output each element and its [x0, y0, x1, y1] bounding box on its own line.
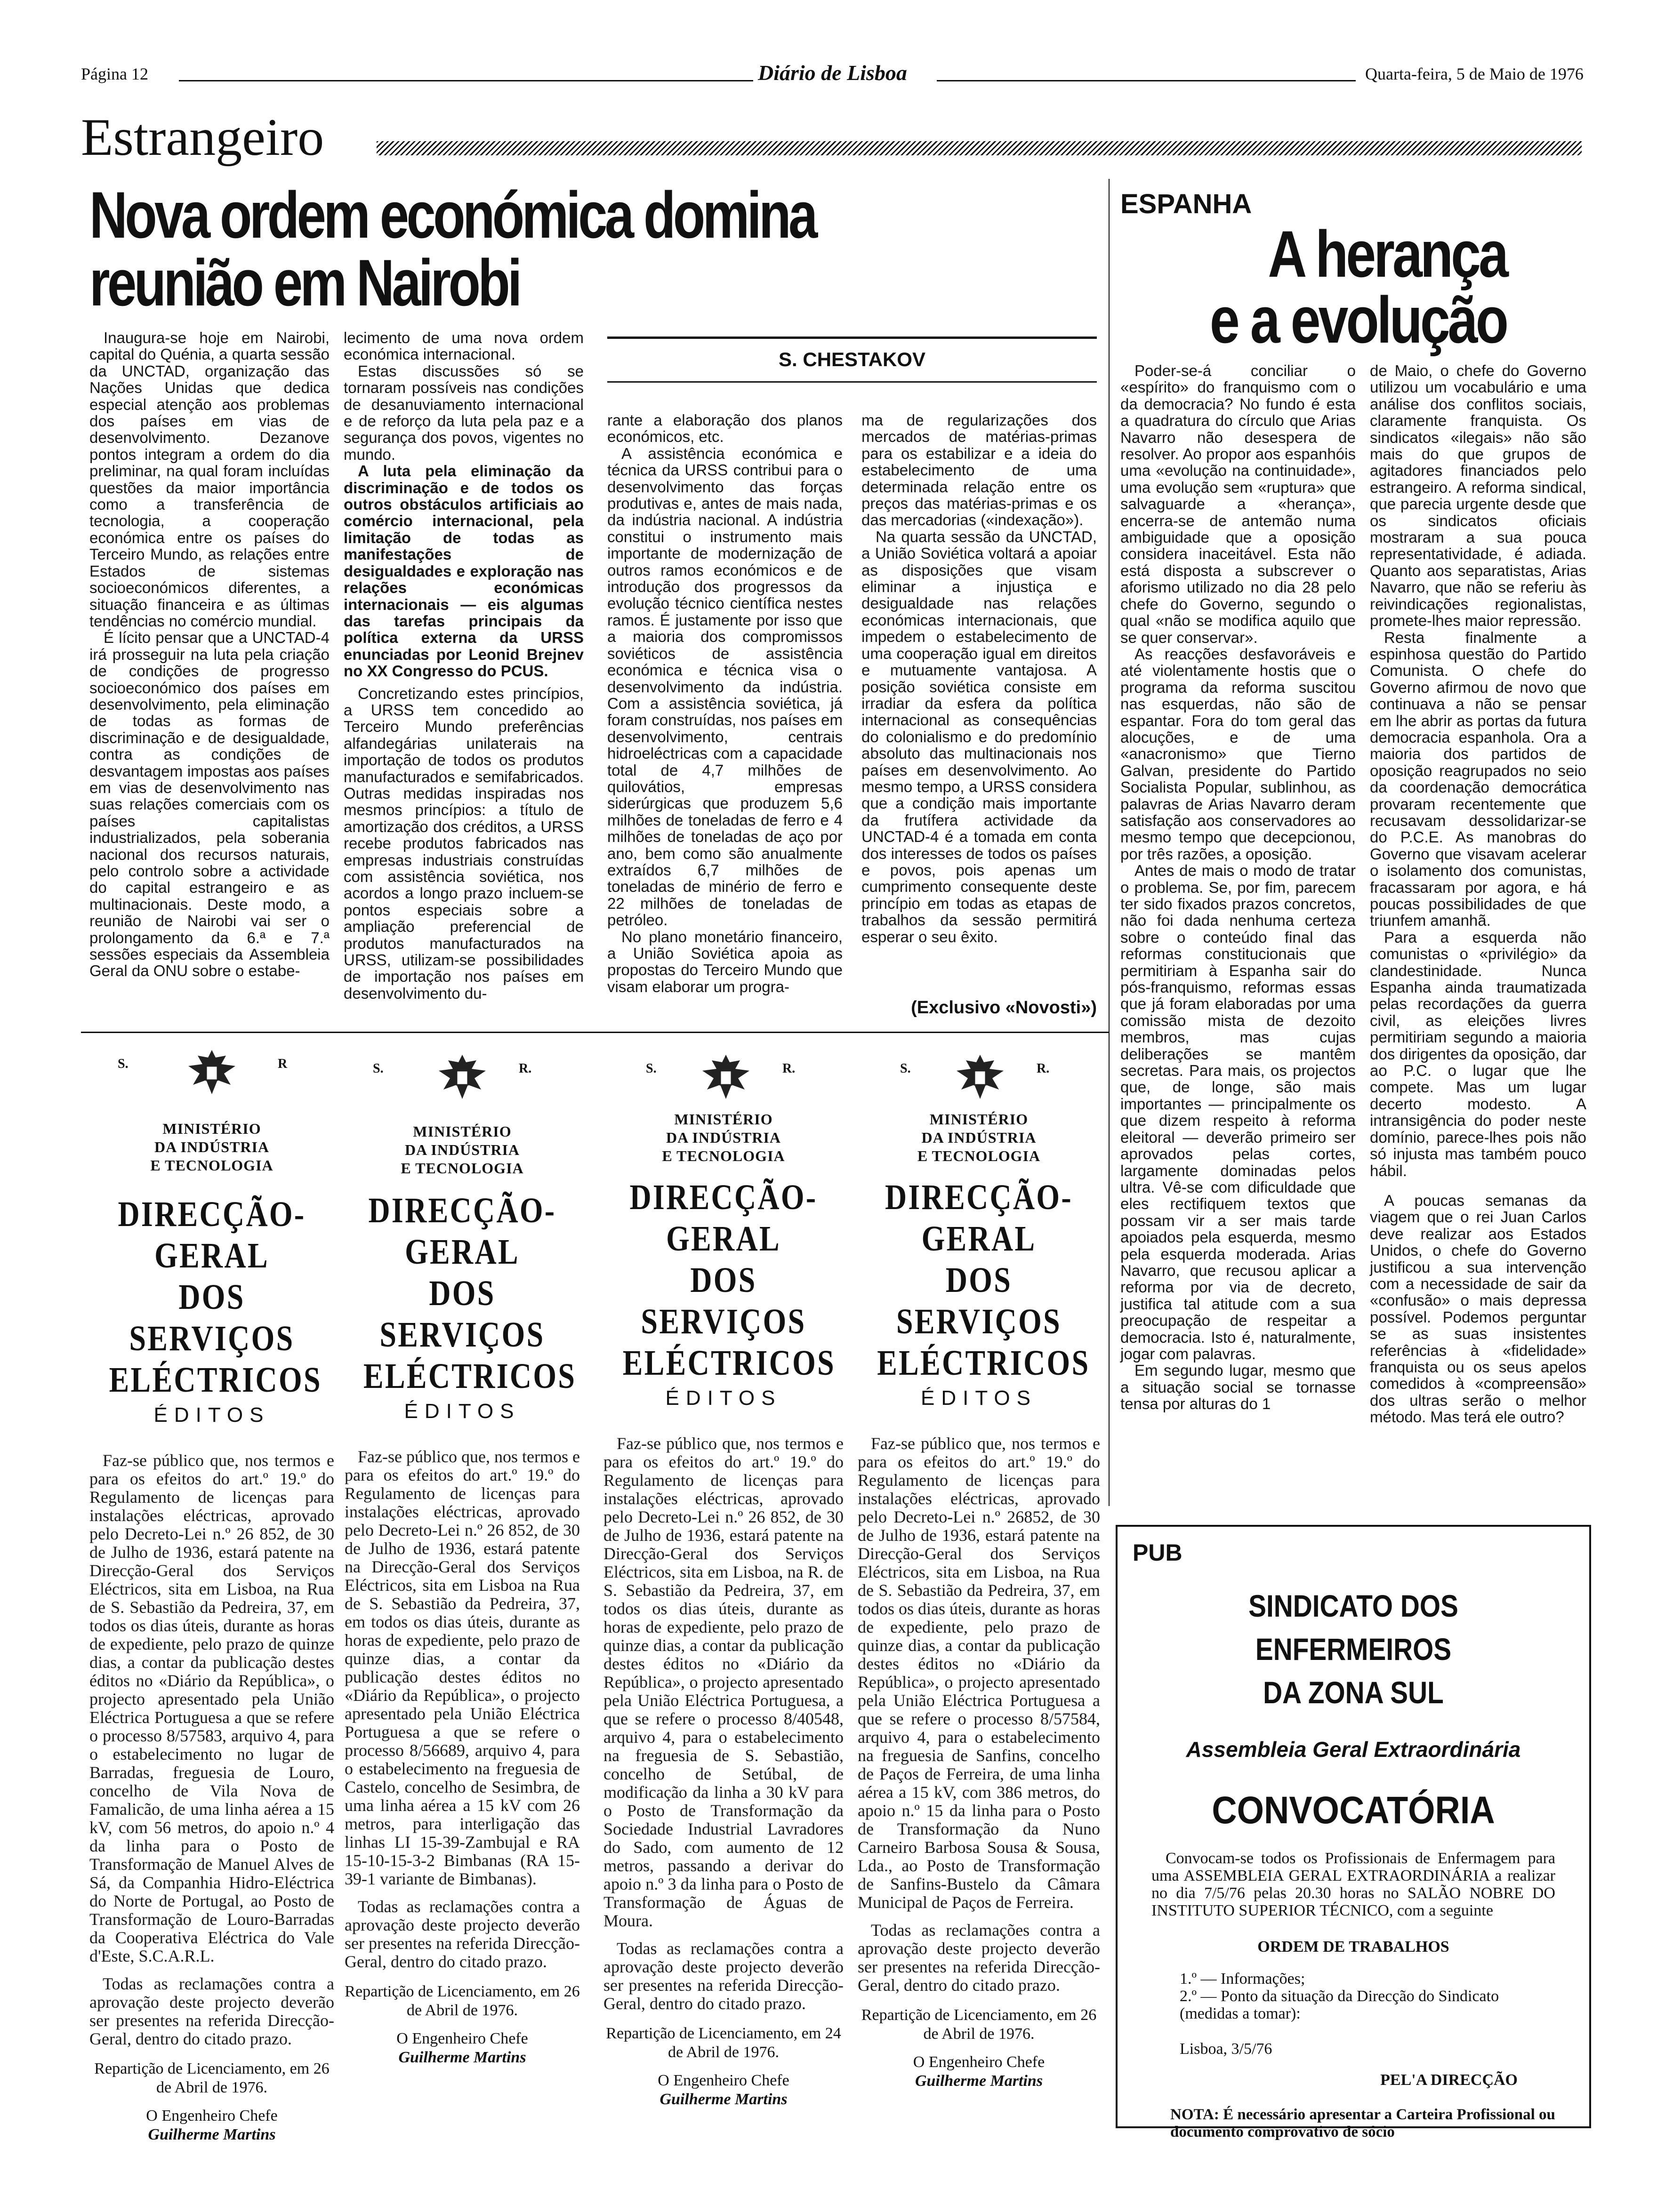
paragraph: Faz-se público que, nos termos e para os efeitos do art.º 19.º do Regulamento de licenças para instalações eléctricas, aprovado pelo Decreto-Lei n.º 26 852, de 30 de Julho de 1936, estará patente na Direcção-Geral dos Serviços Eléctricos, sita em Lisboa na Rua de S. Sebastião da Pedreira, 37, em todos os dias úteis, durante as horas de expediente, pelo prazo de quinze dias, a contar da publicação destes éditos no «Diário da República», o projecto apresentado pela União Eléctrica Portuguesa a que se refere o processo 8/56689, arquivo 4, para o estabelecimento na freguesia de Castelo, concelho de Sesimbra, de uma linha aérea a 15 kV com 26 metros, para interligação das linhas LI 15-39-Zambujal e RA 15-10-15-3-2 Bimbanas (RA 15-39-1 variante de Bimbanas).: [345, 1447, 580, 1888]
paragraph: ma de regularizações dos mercados de matérias-primas para os estabilizar e a ideia do estabelecimento de uma determinada relação entre os preços das matérias-primas e os das mercadorias («indexação»).: [861, 411, 1097, 529]
paragraph: Inaugura-se hoje em Nairobi, capital do Quénia, a quarta sessão da UNCTAD, organização das Nações Unidas que dedica especial atenção aos problemas dos países em vias de desenvolvimento. Dezanove pontos integram a ordem do dia preliminar, na qual foram incluídas questões da maior importância como a transferência de tecnologia, a cooperação económica entre os países do Terceiro Mundo, as relações entre Estados de sistemas socioeconómicos diferentes, a situação financeira e as últimas tendências no comércio mundial.: [89, 329, 330, 630]
article1-column-3: [607, 412, 843, 995]
paragraph: Faz-se público que, nos termos e para os efeitos do art.º 19.º do Regulamento de licenças para instalações eléctricas, aprovado pelo Decreto-Lei n.º 26852, de 30 de Julho de 1936, estará patente na Direcção-Geral dos Serviços Eléctricos, sita em Lisboa, na Rua de S. Sebastião da Pedreira, 37, em todos os dias úteis, durante as horas de expediente, pelo prazo de quinze dias, a contar da publicação destes éditos no «Diário da República», o projecto apresentado pela União Eléctrica Portuguesa a que se refere o processo 8/57584, arquivo 4, para o estabelecimento na freguesia de Sanfins, concelho de Paços de Ferreira, de uma linha aérea a 15 kV, com 386 metros, do apoio n.º 15 da linha para o Posto de Transformação da Nuno Carneiro Barbosa Sousa & Sousa, Lda., ao Posto de Transformação de Sanfins-Bustelo da Câmara Municipal de Paços de Ferreira.: [858, 1434, 1100, 1912]
editos-label: ÉDITOS: [665, 1387, 782, 1410]
notice: [345, 1047, 580, 2067]
article1-column-1: [89, 329, 330, 979]
ministry-line: MINISTÉRIO: [929, 1111, 1029, 1128]
directorate-line: DIRECÇÃO-GERAL: [885, 1178, 1073, 1258]
notice-body: [89, 1451, 334, 2048]
paragraph: Concretizando estes princípios, a URSS tem concedido ao Terceiro Mundo preferências alfandegárias unilaterais na importação de todos os produtos manufacturados e semifabricados. Outras medidas inspiradas nos mesmos princípios: a título de amortização dos créditos, a URSS recebe produtos fabricados nas empresas industriais construídas com assistência soviética, nos acordos a longo prazo incluem-se pontos especiais sobre a ampliação preferencial de produtos manufacturados na URSS, utilizam-se possibilidades de importação nos países em desenvolvimento du-: [344, 684, 584, 1002]
notice-signature: [345, 1982, 580, 2067]
headline-line-2: reunião em Nairobi: [89, 246, 520, 320]
repartition-line: Repartição de Licenciamento, em 26 de Abril de 1976.: [345, 1983, 580, 2019]
coat-of-arms-icon: [952, 1052, 1008, 1104]
directorate-line: ELÉCTRICOS: [363, 1356, 577, 1396]
article-headline: [89, 178, 815, 320]
paragraph: rante a elaboração dos planos económicos, etc.: [607, 411, 843, 446]
page-number: Página 12: [81, 64, 148, 83]
ministry-line: DA INDÚSTRIA: [921, 1129, 1037, 1146]
directorate-line: DIRECÇÃO-GERAL: [629, 1178, 818, 1258]
paragraph: Poder-se-á conciliar o «espírito» do franquismo com o da democracia? No fundo é esta a quadratura do círculo que Arias Navarro não desespera de resolver. Ao propor aos espanhóis uma «evolução na continuidade», uma evolução sem «ruptura» que salvaguarde a «herança», encerra-se de antemão numa ambiguidade que a oposição considera inaceitável. Esta não está disposta a subscrever o aforismo utilizado no dia 28 pelo chefe do Governo, segundo o qual «não se modifica aquilo que se quer conservar».: [1120, 362, 1356, 646]
directorate-line: DOS SERVIÇOS: [896, 1260, 1062, 1341]
engineer-title: O Engenheiro Chefe: [396, 2030, 528, 2047]
paragraph: lecimento de uma nova ordem económica internacional.: [344, 329, 584, 363]
convocatoria-title: CONVOCATÓRIA: [1212, 1789, 1495, 1832]
byline-rule-bottom: [607, 381, 1097, 383]
column-divider: [1109, 179, 1110, 1506]
article1-column-2: [344, 329, 584, 1002]
directorate-name: [363, 1190, 577, 1397]
coat-of-arms-icon: [434, 1052, 491, 1104]
paragraph: Em segundo lugar, mesmo que a situação social se tornasse tensa por alturas do 1: [1120, 1362, 1356, 1413]
ministry-line: DA INDÚSTRIA: [666, 1129, 781, 1146]
ministry-name: [345, 1122, 580, 1178]
section-title: Estrangeiro: [81, 108, 324, 167]
directorate-name: [877, 1177, 1090, 1384]
paragraph: Todas as reclamações contra a aprovação deste projecto deverão ser presentes na referida Direcção-Geral, dentro do citado prazo.: [89, 1974, 334, 2048]
directorate-line: ELÉCTRICOS: [877, 1343, 1090, 1383]
notice-signature: [858, 2006, 1100, 2091]
pub-label: PUB: [1133, 1539, 1182, 1566]
notice-signature: [603, 2024, 844, 2109]
engineer-name: Guilherme Martins: [398, 2049, 526, 2066]
article1-column-4: [861, 412, 1097, 945]
headline-line-1: A herança: [1268, 217, 1506, 291]
ministry-line: DA INDÚSTRIA: [154, 1138, 270, 1155]
directorate-line: DOS SERVIÇOS: [129, 1277, 295, 1358]
paragraph: Na quarta sessão da UNCTAD, a União Soviética voltará a apoiar as disposições que visam eliminar a injustiça e desigualdade nas relações económicas internacionais, que impedem o estabelecimento de uma cooperação igual em direitos e mutuamente vantajosa. A posição soviética consiste em irradiar da esfera da política internacional as consequências do colonialismo e do predomínio absoluto das multinacionais nos países em desenvolvimento. Ao mesmo tempo, a URSS considera que a condição mais importante da frutífera actividade da UNCTAD-4 é a tomada em conta dos interesses de todos os países e povos, pois apenas um cumprimento consequente deste princípio em todas as etapas de trabalhos da sessão permitirá esperar o seu êxito.: [861, 528, 1097, 946]
paragraph: Todas as reclamações contra a aprovação deste projecto deverão ser presentes na referida Direcção-Geral, dentro do citado prazo.: [345, 1897, 580, 1971]
directorate-name: [622, 1177, 836, 1384]
ministry-line: E TECNOLOGIA: [917, 1147, 1041, 1164]
ministry-name: [89, 1120, 334, 1175]
paragraph: A poucas semanas da viagem que o rei Juan Carlos deve realizar aos Estados Unidos, o chefe do Governo justificou a sua intervenção com a necessidade de sair da «confusão» o mais depressa possível. Podemos perguntar se as suas insistentes referências à «fidelidade» franquista ou os seus apelos comedidos à «compreensão» dos ultras serão o melhor método. Mas terá ele outro?: [1370, 1191, 1586, 1426]
directorate-line: DIRECÇÃO-GERAL: [118, 1194, 306, 1275]
notice: [89, 1047, 334, 2144]
ministry-name: [603, 1110, 844, 1165]
editos-label: ÉDITOS: [153, 1403, 270, 1427]
ministry-name: [858, 1110, 1100, 1165]
ad-title-line: SINDICATO DOS ENFERMEIROS: [1248, 1588, 1458, 1667]
ad-title-line: DA ZONA SUL: [1263, 1675, 1444, 1710]
ministry-line: MINISTÉRIO: [162, 1120, 261, 1137]
paragraph: Estas discussões só se tornaram possíveis nas condições de desanuviamento internacional e de reforço da luta pela paz e a segurança dos povos, vigentes no mundo.: [344, 362, 584, 463]
article2-headline: [1198, 217, 1506, 357]
paragraph: Faz-se público que, nos termos e para os efeitos do art.º 19.º do Regulamento de licenças para instalações eléctricas, aprovado pelo Decreto-Lei n.º 26 852, de 30 de Julho de 1936, estará patente na Direcção-Geral dos Serviços Eléctricos, sita em Lisboa, na Rua de S. Sebastião da Pedreira, 37, em todos os dias úteis, durante as horas de expediente, pelo prazo de quinze dias, a contar da publicação destes éditos no «Diário da República», o projecto apresentado pela União Eléctrica Portuguesa a que se refere o processo 8/57583, arquivo 4, para o estabelecimento no lugar de Barradas, freguesia de Louro, concelho de Vila Nova de Famalicão, de uma linha aérea a 15 kV, com 56 metros, do apoio n.º 4 da linha para o Posto de Transformação de Manuel Alves de Sá, da Companhia Hidro-Eléctrica do Norte de Portugal, ao Posto de Transformação de Louro-Barradas da Cooperativa Eléctrica do Vale d'Este, S.C.A.R.L.: [89, 1451, 334, 1965]
directorate-line: DOS SERVIÇOS: [379, 1274, 545, 1354]
novosti-credit: (Exclusivo «Novosti»): [911, 998, 1097, 1018]
notice-crest-row: [603, 1047, 844, 1104]
ministry-line: MINISTÉRIO: [674, 1111, 773, 1128]
directorate-name: [109, 1194, 322, 1401]
paragraph: Todas as reclamações contra a aprovação deste projecto deverão ser presentes na referida Direcção-Geral, dentro do citado prazo.: [603, 1939, 844, 2013]
engineer-title: O Engenheiro Chefe: [658, 2072, 789, 2089]
ad-body: Convocam-se todos os Profissionais de Enfermagem para uma ASSEMBLEIA GERAL EXTRAORDINÁRIA a realizar no dia 7/5/76 pelas 20.30 horas no SALÃO NOBRE DO INSTITUTO SUPERIOR TÉCNICO, com a seguinte: [1151, 1850, 1555, 1919]
paragraph: Para a esquerda não comunistas o «privilégio» da clandestinidade. Nunca Espanha ainda traumatizada pelas recordações da guerra civil, as eleições livres permitiriam segundo a maioria dos dirigentes da oposição, dar ao P.C. o lugar que lhe compete. Mas um lugar decerto modesto. A intransigência do poder neste domínio, parece-lhes pois não só injusta mas também pouco hábil.: [1370, 928, 1586, 1179]
paragraph: As reacções desfavoráveis e até violentamente hostis que o programa da reforma suscitou nas esquerdas, não são de espantar. Fora do tom geral das alocuções, e de uma «anacronismo» que Tierno Galvan, presidente do Partido Socialista Popular, sublinhou, as palavras de Arias Navarro deram satisfação aos conservadores ao mesmo tempo que decepcionou, por três razões, a oposição.: [1120, 645, 1356, 863]
repartition-line: Repartição de Licenciamento, em 26 de Abril de 1976.: [861, 2006, 1097, 2043]
paragraph: A assistência económica e técnica da URSS contribui para o desenvolvimento das forças produtivas e, antes de mais nada, da indústria nacional. A indústria constitui o instrumento mais importante de modernização de outros ramos económicos e de introdução dos progressos da evolução técnico científica nestes ramos. É justamente por isso que a maioria dos compromissos soviéticos de assistência económica e técnica visa o desenvolvimento da indústria. Com a assistência soviética, já foram construídas, nos países em desenvolvimento, centrais hidroeléctricas com a capacidade total de 4,7 milhões de quilovátios, empresas siderúrgicas que produzem 5,6 milhões de toneladas de ferro e 4 milhões de toneladas de aço por ano, bem como são anualmente extraídos 6,7 milhões de toneladas de minério de ferro e 22 milhões de toneladas de petróleo.: [607, 444, 843, 929]
paragraph: Faz-se público que, nos termos e para os efeitos do art.º 19.º do Regulamento de licenças para instalações eléctricas, aprovado pelo Decreto-Lei n.º 26 852, de 30 de Julho de 1936, estará patente na Direcção-Geral dos Serviços Eléctricos, sita em Lisboa, na R. de S. Sebastião da Pedreira, 37, em todos os dias úteis, durante as horas de expediente, pelo prazo de quinze dias, a contar da publicação destes éditos no «Diário da República», o projecto apresentado pela União Eléctrica Portuguesa, a que se refere o processo 8/40548, arquivo 4, para o estabelecimento na freguesia de S. Sebastião, concelho de Setúbal, de modificação da linha a 30 kV para o Posto de Transformação da Sociedade Industrial Lavradores do Sado, com aumento de 12 metros, passando a derivar do apoio n.º 3 da linha para o Posto de Transformação de Águas de Moura.: [603, 1434, 844, 1930]
s-initial: S.: [646, 1061, 657, 1076]
notice-body: [603, 1435, 844, 2013]
repartition-line: Repartição de Licenciamento, em 24 de Abril de 1976.: [606, 2025, 841, 2061]
engineer-name: Guilherme Martins: [660, 2091, 788, 2108]
engineer-title: O Engenheiro Chefe: [913, 2053, 1045, 2071]
r-initial: R: [278, 1057, 288, 1071]
ad-subtitle: Assembleia Geral Extraordinária: [1186, 1737, 1521, 1762]
r-initial: R.: [782, 1061, 796, 1076]
notice: [858, 1047, 1100, 2091]
engineer-name: Guilherme Martins: [915, 2072, 1043, 2090]
paragraph-bold: A luta pela eliminação da discriminação e de todos os outros obstáculos artificiais ao comércio internacional, pela limitação de todas as manifestações de desigualdades e exploração nas relações económicas internacionais — eis algumas das tarefas principais da política externa da URSS enunciadas por Leonid Brejnev no XX Congresso do PCUS.: [344, 462, 584, 680]
directorate-line: ELÉCTRICOS: [109, 1360, 322, 1400]
s-initial: S.: [118, 1057, 129, 1071]
article2-kicker: ESPANHA: [1120, 189, 1252, 219]
notice-body: [858, 1435, 1100, 1995]
notices-rule: [81, 1032, 1109, 1033]
engineer-name: Guilherme Martins: [148, 2126, 276, 2143]
ministry-line: E TECNOLOGIA: [401, 1160, 524, 1177]
ministry-line: E TECNOLOGIA: [662, 1147, 785, 1164]
masthead-rule-left: [179, 80, 753, 81]
r-initial: R.: [1037, 1061, 1050, 1076]
notice-crest-row: [89, 1047, 334, 1104]
directorate-line: DIRECÇÃO-GERAL: [368, 1191, 556, 1272]
masthead-rule-right: [937, 80, 1356, 81]
paragraph: No plano monetário financeiro, a União Soviética apoia as propostas do Terceiro Mundo que visam elaborar um progra-: [607, 928, 843, 995]
paragraph: Resta finalmente a espinhosa questão do Partido Comunista. O chefe do Governo afirmou de novo que continuava a não se pensar em lhe abrir as portas da futura democracia espanhola. Ora a maioria dos partidos de oposição reagrupados no seio da coordenação democrática provaram recentemente que recusavam dessolidarizar-se do P.C.E. As manobras do Governo que visavam acelerar o isolamento dos comunistas, fracassaram por agora, e há poucas possibilidades de que triunfem amanhã.: [1370, 628, 1586, 930]
directorate-line: DOS SERVIÇOS: [641, 1260, 806, 1341]
agenda-item: 1.º — Informações;: [1180, 1970, 1305, 1988]
headline-line-1: Nova ordem económica domina: [89, 178, 815, 252]
ad-signature: PEL'A DIRECÇÃO: [1380, 2071, 1518, 2089]
ministry-line: E TECNOLOGIA: [150, 1157, 273, 1174]
directorate-line: ELÉCTRICOS: [622, 1343, 836, 1383]
editos-label: ÉDITOS: [404, 1400, 521, 1423]
agenda-title: ORDEM DE TRABALHOS: [1257, 1938, 1449, 1956]
ad-title: [1164, 1584, 1544, 1714]
engineer-title: O Engenheiro Chefe: [146, 2107, 278, 2124]
article2-column-2: [1370, 362, 1586, 1426]
paragraph: É lícito pensar que a UNCTAD-4 irá prosseguir na luta pela criação de condições de progresso socioeconómico dos países em desenvolvimento, pela eliminação de todas as formas de discriminação e de desigualdade, contra as condições de desvantagem impostas aos países em vias de desenvolvimento nas suas relações comerciais com os países capitalistas industrializados, pela soberania nacional dos recursos naturais, pelo controlo sobre a actividade do capital estrangeiro e as multinacionais. Deste modo, a reunião de Nairobi vai ser o prolongamento da 6.ª e 7.ª sessões especiais da Assembleia Geral da ONU sobre o estabe-: [89, 629, 330, 980]
ad-place-date: Lisboa, 3/5/76: [1180, 2040, 1272, 2058]
s-initial: S.: [900, 1061, 911, 1076]
paragraph: Antes de mais o modo de tratar o problema. Se, por fim, parecem ter sido fixados prazos concretos, não foi dada nenhuma certeza sobre o conteúdo final das reformas constitucionais que permitiriam à Espanha sair do pós-franquismo, reformas essas que já foram elaboradas por uma comissão mista de dezoito membros, mas cujas deliberações se mantêm secretas. Para mais, os projectos que, de longe, são mais importantes — principalmente os que dizem respeito à reforma eleitoral — deverão primeiro ser aprovados pelas cortes, largamente dominadas pelos ultra. Vê-se com dificuldade que eles rectifiquem textos que possam vir a ser mais tarde apoiados pela esquerda, mesmo pela esquerda moderada. Arias Navarro, que recusou aplicar a reforma por via de decreto, justifica tal atitude com a sua preocupação de respeitar a democracia. Isto é, naturalmente, jogar com palavras.: [1120, 862, 1356, 1362]
ad-note: NOTA: É necessário apresentar a Carteira Profissional ou documento comprovativo de sócio: [1170, 2106, 1555, 2140]
headline-line-2: e a evolução: [1209, 283, 1506, 357]
notice-crest-row: [858, 1047, 1100, 1104]
coat-of-arms-icon: [698, 1052, 754, 1104]
ministry-line: MINISTÉRIO: [413, 1123, 512, 1140]
notice-signature: [89, 2060, 334, 2144]
ministry-line: DA INDÚSTRIA: [404, 1141, 520, 1158]
notice-body: [345, 1448, 580, 1971]
notice-crest-row: [345, 1047, 580, 1104]
section-rule: [377, 141, 1582, 155]
page-date: Quarta-feira, 5 de Maio de 1976: [1365, 64, 1584, 83]
paragraph: Todas as reclamações contra a aprovação deste projecto deverão ser presentes na referida Direcção-Geral, dentro do citado prazo.: [858, 1921, 1100, 1995]
r-initial: R.: [519, 1061, 532, 1076]
masthead-title: Diário de Lisboa: [758, 61, 907, 85]
agenda-item: 2.º — Ponto da situação da Direcção do Sindicato (medidas a tomar):: [1180, 1988, 1499, 2022]
notice: [603, 1047, 844, 2109]
advertisement-box: [1116, 1525, 1591, 2140]
editos-label: ÉDITOS: [920, 1387, 1037, 1410]
byline: S. CHESTAKOV: [779, 348, 925, 370]
paragraph: de Maio, o chefe do Governo utilizou um vocabulário e uma análise dos conflitos sociais, claramente franquista. Os sindicatos «ilegais» não são mais do que grupos de agitadores financiados pelo estrangeiro. A reforma sindical, que parecia urgente desde que os sindicatos oficiais mostraram a sua pouca representatividade, é adiada. Quanto aos separatistas, Arias Navarro, que não se referiu às reivindicações regionalistas, promete-lhes maior repressão.: [1370, 362, 1586, 630]
s-initial: S.: [373, 1061, 384, 1076]
byline-rule-top: [607, 337, 1097, 339]
coat-of-arms-icon: [184, 1047, 240, 1099]
article2-column-1: [1120, 362, 1356, 1412]
repartition-line: Repartição de Licenciamento, em 26 de Abril de 1976.: [94, 2060, 330, 2096]
